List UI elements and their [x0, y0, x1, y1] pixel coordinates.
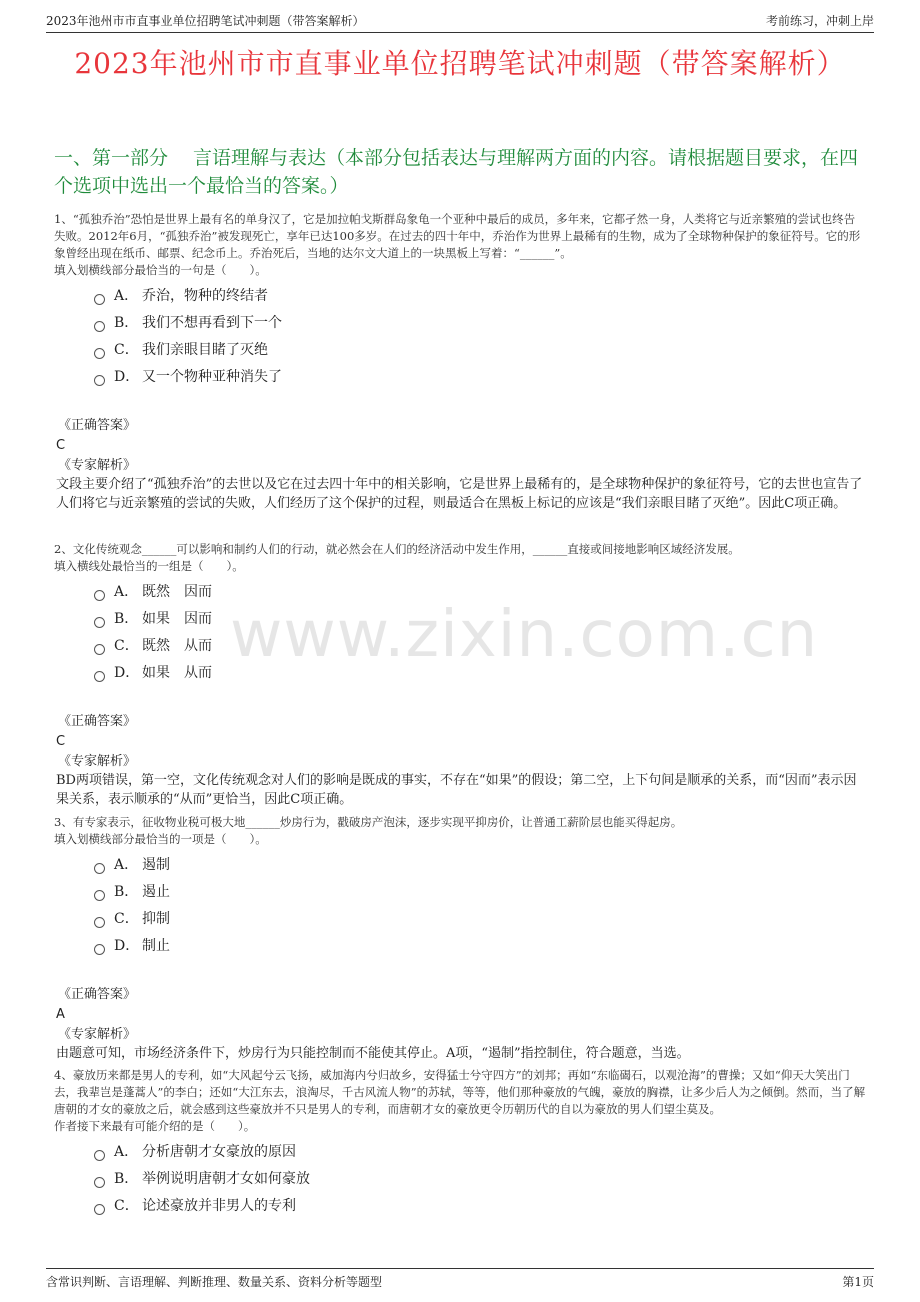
option-letter: C． — [114, 638, 139, 654]
radio-icon[interactable] — [94, 644, 105, 655]
option-c[interactable] — [94, 635, 866, 662]
options-list — [94, 1141, 866, 1222]
option-text: 抑制 — [142, 911, 170, 927]
option-c[interactable] — [94, 339, 866, 366]
answer-value: C — [56, 734, 66, 749]
question-stem: 2、文化传统观念______可以影响和制约人们的行动，就必然会在人们的经济活动中发生作用，______直接或间接地影响区域经济发展。 — [54, 542, 740, 556]
answer-label: 《正确答案》 — [58, 987, 137, 1002]
options-list — [94, 285, 866, 393]
explanation-text: 由题意可知，市场经济条件下，炒房行为只能控制而不能使其停止。A项，“遏制”指控制住，符合题意，当选。 — [56, 1046, 690, 1061]
radio-icon[interactable] — [94, 1177, 105, 1188]
option-d[interactable] — [94, 935, 866, 962]
page-number: 第1页 — [842, 1275, 874, 1289]
option-d[interactable] — [94, 366, 866, 393]
question-stem: 4、豪放历来都是男人的专利，如“大风起兮云飞扬，威加海内兮归故乡，安得猛士兮守四方”的刘邦；再如“东临碣石，以观沧海”的曹操；又如“仰天大笑出门去，我辈岂是蓬蒿人”的李白；还如“大江东去，浪淘尽，千古风流人物”的苏轼，等等，他们那种豪放的气魄，豪放的胸襟，让多少后人为之倾倒。然而，当了解唐朝的才女的豪放之后，就会感到这些豪放并不只是男人的专利，而唐朝才女的豪放更令历朝历代的自以为豪放的男人们望尘莫及。 — [54, 1068, 866, 1116]
option-text: 既然 从而 — [142, 638, 212, 654]
option-letter: A． — [114, 288, 139, 304]
answer-value: C — [56, 438, 66, 453]
option-text: 既然 因而 — [142, 584, 212, 600]
options-list — [94, 854, 866, 962]
option-letter: A． — [114, 584, 139, 600]
question-prompt: 填入划横线部分最恰当的一项是（ ）。 — [54, 832, 267, 846]
header-right-slogan: 考前练习，冲刺上岸 — [765, 14, 874, 28]
option-d[interactable] — [94, 662, 866, 689]
footer-question-types: 含常识判断、言语理解、判断推理、数量关系、资料分析等题型 — [46, 1275, 383, 1289]
option-text: 我们亲眼目睹了灭绝 — [142, 342, 268, 358]
document-title: 2023年池州市市直事业单位招聘笔试冲刺题（带答案解析） — [74, 47, 846, 80]
option-letter: C． — [114, 342, 139, 358]
watermark: www.zixin.com.cn — [230, 598, 819, 672]
option-text: 又一个物种亚种消失了 — [142, 369, 282, 385]
radio-icon[interactable] — [94, 863, 105, 874]
question-prompt: 作者接下来最有可能介绍的是（ ）。 — [54, 1119, 256, 1133]
option-letter: D． — [114, 938, 140, 954]
question-1 — [54, 211, 866, 513]
question-prompt: 填入横线处最恰当的一组是（ ）。 — [54, 559, 244, 573]
radio-icon[interactable] — [94, 590, 105, 601]
option-b[interactable] — [94, 312, 866, 339]
radio-icon[interactable] — [94, 294, 105, 305]
question-stem: 1、“孤独乔治”恐怕是世界上最有名的单身汉了，它是加拉帕戈斯群岛象龟一个亚种中最后的成员，多年来，它都孑然一身，人类将它与近亲繁殖的尝试也终告失败。2012年6月，“孤独乔治”被发现死亡，享年已达100多岁。在过去的四十年中，乔治作为世界上最稀有的生物，成为了全球物种保护的象征符号。它的形象曾经出现在纸币、邮票、纪念币上。乔治死后，当地的达尔文大道上的一块黑板上写着：“______”。 — [54, 212, 861, 260]
option-a[interactable] — [94, 581, 866, 608]
option-b[interactable] — [94, 1168, 866, 1195]
option-letter: D． — [114, 665, 140, 681]
explanation-label: 《专家解析》 — [58, 458, 137, 473]
option-letter: D． — [114, 369, 140, 385]
question-3 — [54, 814, 866, 1063]
option-letter: C． — [114, 911, 139, 927]
option-text: 遏制 — [142, 857, 170, 873]
option-a[interactable] — [94, 1141, 866, 1168]
option-letter: C． — [114, 1198, 139, 1214]
option-a[interactable] — [94, 285, 866, 312]
option-c[interactable] — [94, 908, 866, 935]
radio-icon[interactable] — [94, 1150, 105, 1161]
option-text: 如果 从而 — [142, 665, 212, 681]
question-4 — [54, 1067, 866, 1222]
question-prompt: 填入划横线部分最恰当的一句是（ ）。 — [54, 263, 267, 277]
options-list — [94, 581, 866, 689]
answer-label: 《正确答案》 — [58, 714, 137, 729]
option-text: 举例说明唐朝才女如何豪放 — [142, 1171, 310, 1187]
page-footer — [46, 1268, 874, 1293]
option-letter: A． — [114, 1144, 139, 1160]
answer-value: A — [56, 1007, 65, 1022]
explanation-label: 《专家解析》 — [58, 1027, 137, 1042]
radio-icon[interactable] — [94, 375, 105, 386]
explanation-text: 文段主要介绍了“孤独乔治”的去世以及它在过去四十年中的相关影响，它是世界上最稀有的，是全球物种保护的象征符号，它的去世也宣告了人们将它与近亲繁殖的尝试的失败，人们经历了这个保护的过程，则最适合在黑板上标记的应该是“我们亲眼目睹了灭绝”。因此C项正确。 — [56, 477, 863, 511]
option-letter: B． — [114, 1171, 139, 1187]
radio-icon[interactable] — [94, 348, 105, 359]
header-left-title: 2023年池州市市直事业单位招聘笔试冲刺题（带答案解析） — [46, 14, 365, 28]
option-text: 乔治，物种的终结者 — [142, 288, 268, 304]
option-text: 如果 因而 — [142, 611, 212, 627]
explanation-text: BD两项错误，第一空，文化传统观念对人们的影响是既成的事实，不存在“如果”的假设；第二空，上下句间是顺承的关系，而“因而”表示因果关系，表示顺承的“从而”更恰当，因此C项正确。 — [56, 773, 857, 807]
page-header — [46, 10, 874, 33]
option-c[interactable] — [94, 1195, 866, 1222]
radio-icon[interactable] — [94, 617, 105, 628]
answer-label: 《正确答案》 — [58, 418, 137, 433]
option-b[interactable] — [94, 881, 866, 908]
radio-icon[interactable] — [94, 1204, 105, 1215]
option-a[interactable] — [94, 854, 866, 881]
section-heading: 一、第一部分 言语理解与表达（本部分包括表达与理解两方面的内容。请根据题目要求，在四个选项中选出一个最恰当的答案。） — [54, 147, 859, 197]
option-text: 遏止 — [142, 884, 170, 900]
question-stem: 3、有专家表示，征收物业税可极大地______炒房行为，戳破房产泡沫，逐步实现平抑房价，让普通工薪阶层也能买得起房。 — [54, 815, 683, 829]
option-text: 制止 — [142, 938, 170, 954]
radio-icon[interactable] — [94, 321, 105, 332]
option-text: 我们不想再看到下一个 — [142, 315, 282, 331]
option-b[interactable] — [94, 608, 866, 635]
option-text: 论述豪放并非男人的专利 — [142, 1198, 296, 1214]
question-2 — [54, 541, 866, 809]
radio-icon[interactable] — [94, 890, 105, 901]
option-letter: B． — [114, 884, 139, 900]
radio-icon[interactable] — [94, 671, 105, 682]
option-letter: B． — [114, 315, 139, 331]
radio-icon[interactable] — [94, 944, 105, 955]
radio-icon[interactable] — [94, 917, 105, 928]
option-letter: B． — [114, 611, 139, 627]
option-text: 分析唐朝才女豪放的原因 — [142, 1144, 296, 1160]
option-letter: A． — [114, 857, 139, 873]
explanation-label: 《专家解析》 — [58, 754, 137, 769]
